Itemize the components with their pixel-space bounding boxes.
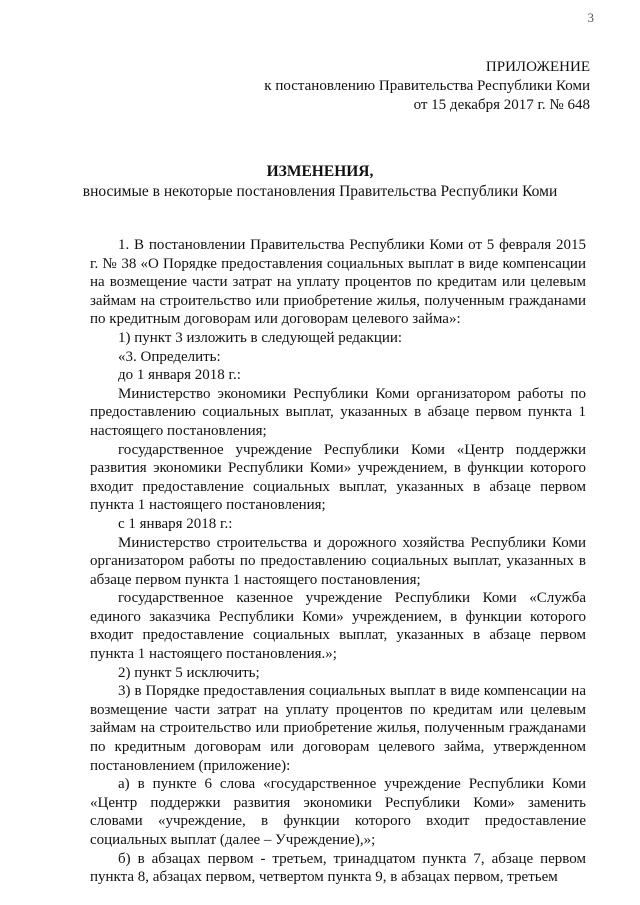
paragraph: государственное учреждение Республики Коми «Центр поддержки развития экономики Республики Коми» учреждением, в функции которого входит предоставление социальных выплат, указанных в абзаце первом пункта 1 настоящего постановления;	[90, 441, 586, 514]
paragraph: Министерство строительства и дорожного хозяйства Республики Коми организатором работы по предоставлению социальных выплат, указанных в абзаце первом пункта 1 настоящего постановления;	[90, 534, 586, 588]
appendix-block	[264, 58, 590, 115]
paragraph: «3. Определить:	[118, 348, 221, 365]
page-number: 3	[587, 10, 594, 25]
document-title	[0, 162, 640, 202]
title-heading: ИЗМЕНЕНИЯ,	[266, 163, 374, 180]
paragraph: 2) пункт 5 исключить;	[118, 664, 260, 681]
paragraph: а) в пункте 6 слова «государственное учреждение Республики Коми «Центр поддержки развития экономики Республики Коми» заменить словами «учреждение, в функции которого входит предоставление социальных выплат (далее – Учреждение),»;	[90, 776, 586, 848]
paragraph: 1. В постановлении Правительства Республики Коми от 5 февраля 2015 г. № 38 «О Порядке предоставления социальных выплат в виде компенсации на возмещение части затрат на уплату процентов по кредитам или целевым займам на строительство или приобретение жилья, полученным гражданами по кредитным договорам или договорам целевого займа»:	[90, 237, 586, 328]
appendix-decree-date: от 15 декабря 2017 г. № 648	[413, 97, 590, 113]
paragraph: с 1 января 2018 г.:	[118, 515, 233, 532]
paragraph: Министерство экономики Республики Коми организатором работы по предоставлению социальных выплат, указанных в абзаце первом пункта 1 настоящего постановления;	[90, 385, 586, 439]
paragraph: б) в абзацах первом - третьем, тринадцатом пункта 7, абзаце первом пункта 8, абзацах первом, четвертом пункта 9, в абзацах первом, третьем	[90, 850, 586, 886]
appendix-decree-reference: к постановлению Правительства Республики Коми	[264, 78, 590, 94]
paragraph: 1) пункт 3 изложить в следующей редакции:	[118, 329, 403, 346]
document-body	[90, 236, 586, 887]
paragraph: государственное казенное учреждение Республики Коми «Служба единого заказчика Республики Коми» учреждением, в функции которого входит предоставление социальных выплат, указанных в абзаце первом пункта 1 настоящего постановления.»;	[90, 590, 586, 663]
paragraph: 3) в Порядке предоставления социальных выплат в виде компенсации на возмещение части затрат на уплату процентов по кредитам или целевым займам на строительство или приобретение жилья, полученным гражданами по кредитным договорам или договорам целевого займа, утвержденном постановлением (приложение):	[90, 683, 586, 774]
title-subheading: вносимые в некоторые постановления Правительства Республики Коми	[82, 183, 558, 200]
paragraph: до 1 января 2018 г.:	[118, 367, 241, 384]
appendix-label: ПРИЛОЖЕНИЕ	[485, 59, 590, 75]
